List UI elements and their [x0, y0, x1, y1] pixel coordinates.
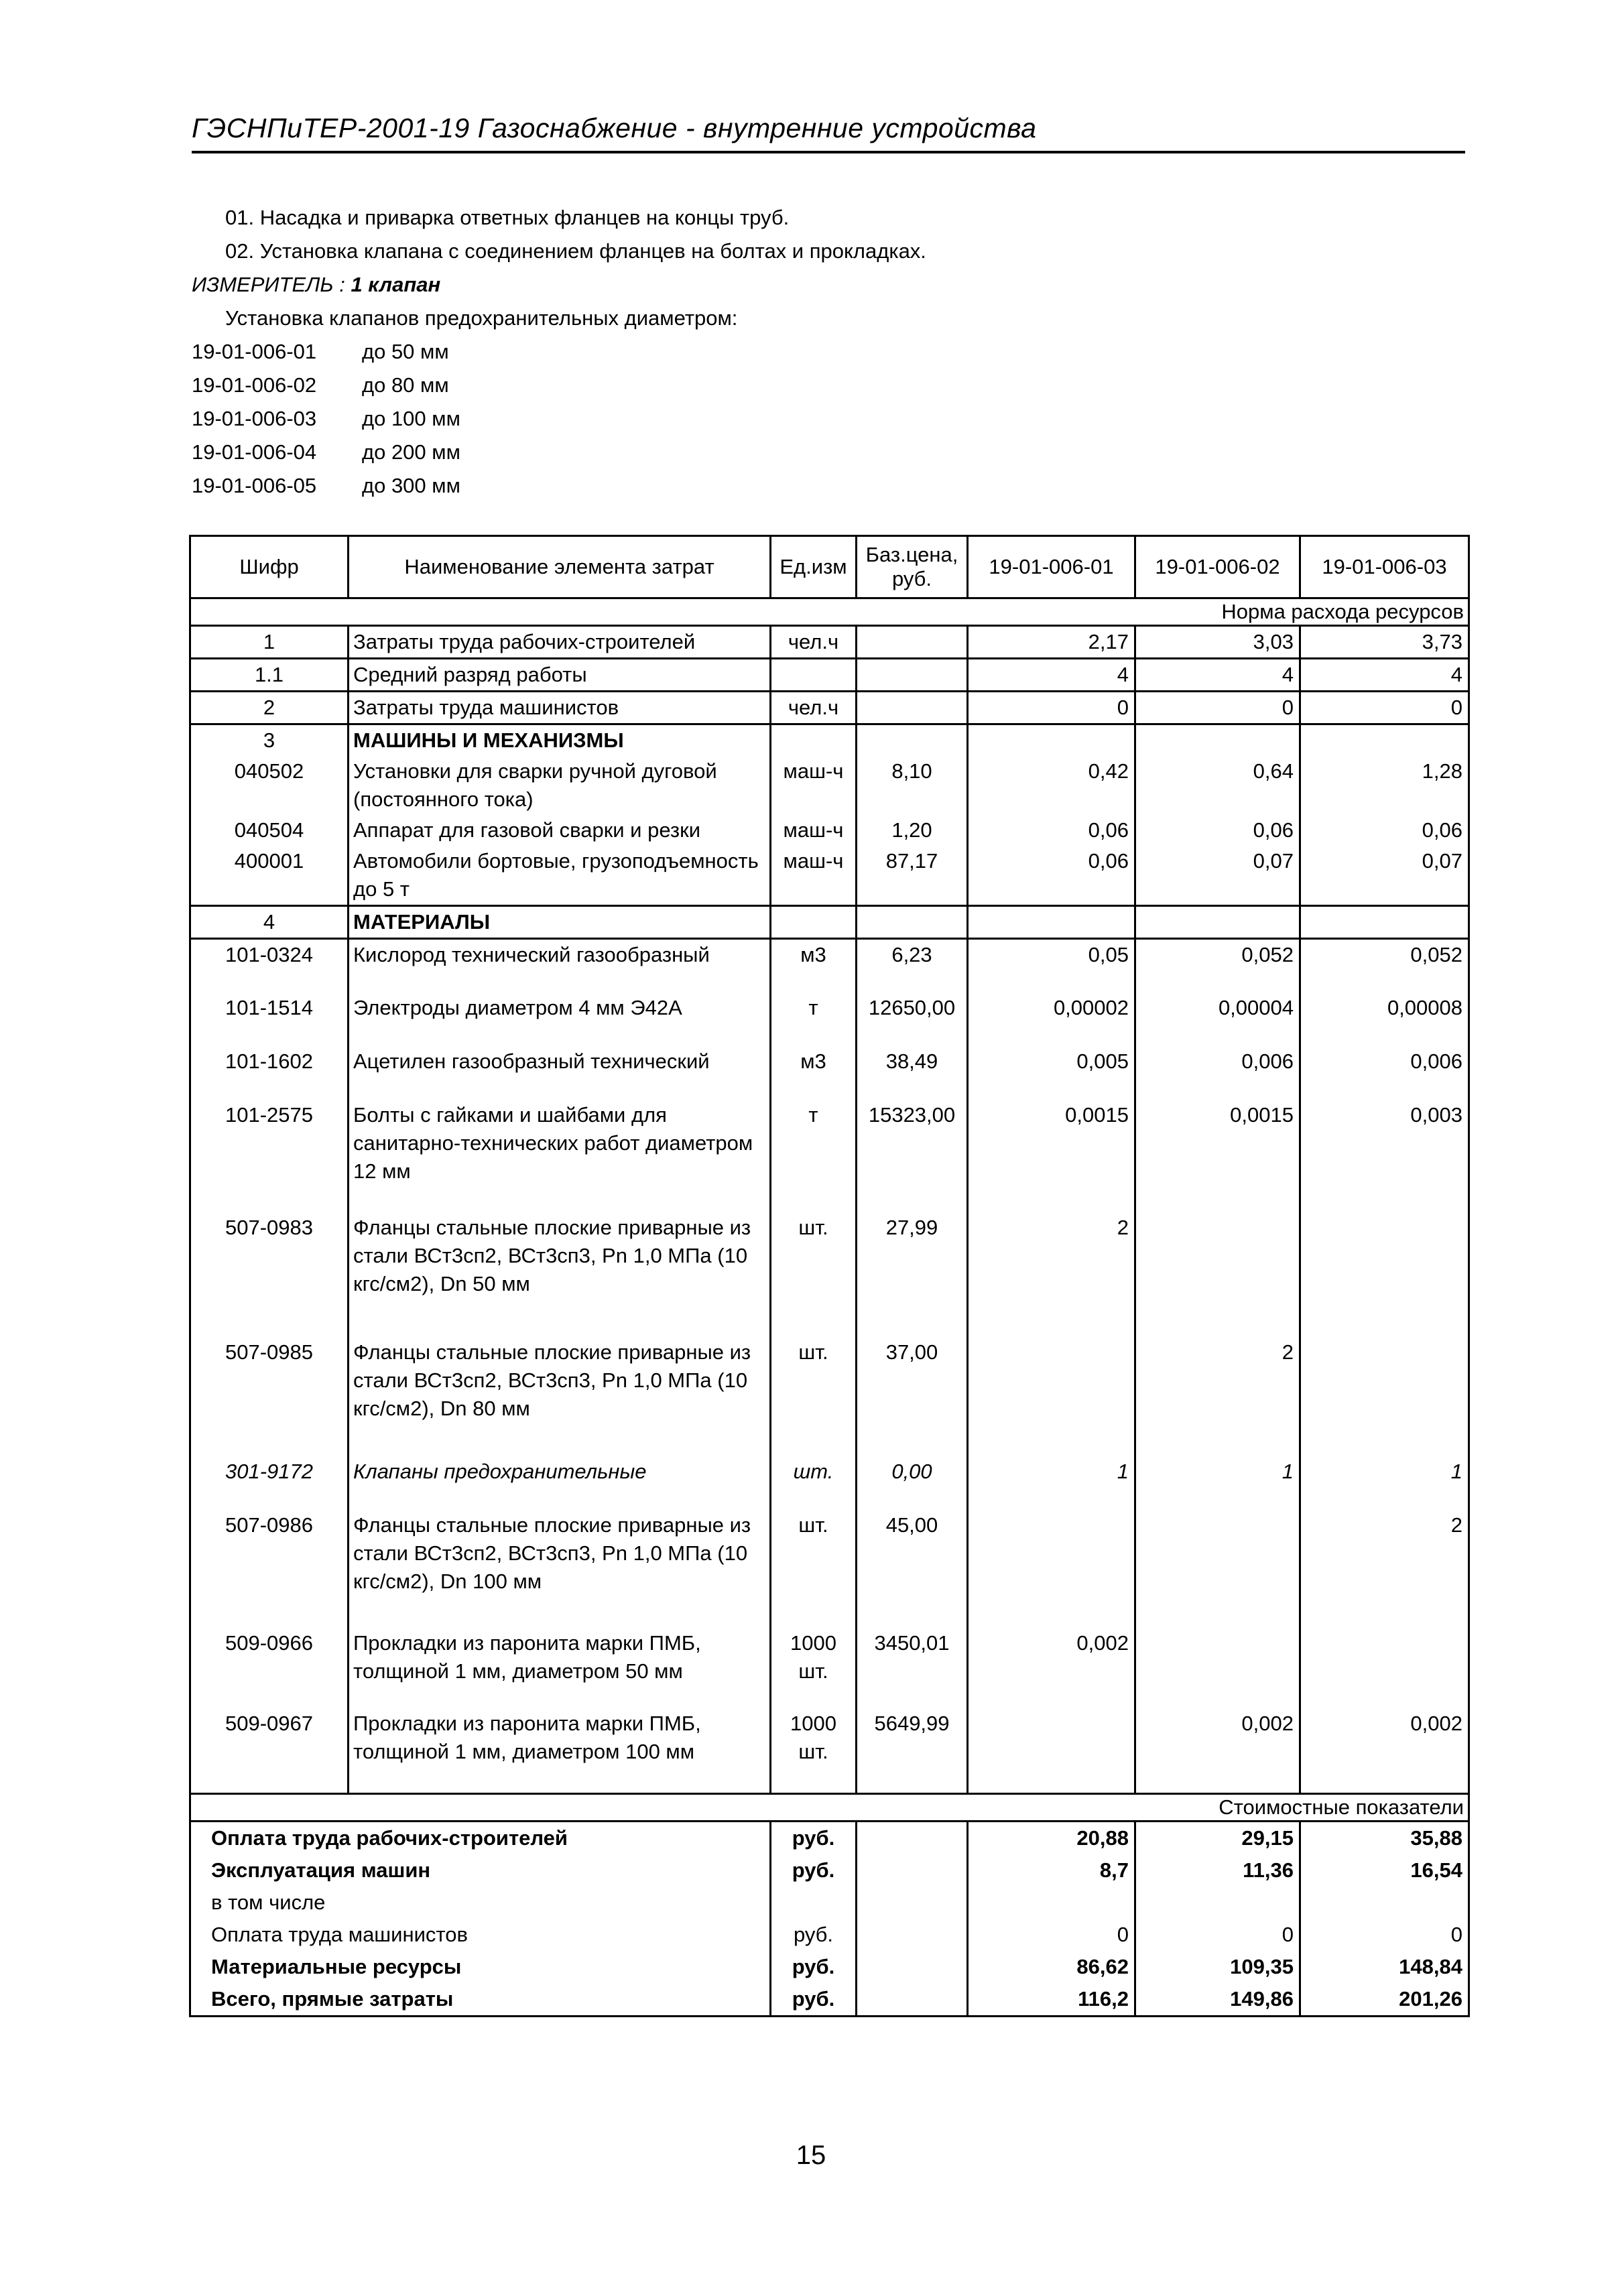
- row-value-2: 0,002: [1135, 1708, 1300, 1794]
- table-row: [190, 846, 1469, 906]
- row-name: Прокладки из паронита марки ПМБ, толщиной 1 мм, диаметром 100 мм: [349, 1708, 771, 1794]
- summary-value-1: 116,2: [968, 1983, 1135, 2017]
- table-row: [190, 724, 1469, 757]
- work-step: 02. Установка клапана с соединением фланцев на болтах и прокладках.: [225, 239, 926, 263]
- table-header-row: [190, 536, 1469, 598]
- summary-value-3: 16,54: [1300, 1854, 1469, 1887]
- summary-unit: руб.: [771, 1919, 857, 1951]
- row-name: Болты с гайками и шайбами для санитарно-технических работ диаметром 12 мм: [349, 1100, 771, 1212]
- row-value-1: 0,05: [968, 939, 1135, 993]
- header-col-1: 19-01-006-01: [968, 536, 1135, 598]
- summary-row: [190, 1822, 1469, 1855]
- summary-label: Материальные ресурсы: [190, 1951, 771, 1983]
- row-value-3: [1300, 1628, 1469, 1708]
- meter-label: ИЗМЕРИТЕЛЬ :: [192, 273, 345, 296]
- row-code: 3: [190, 724, 349, 757]
- table-row: [190, 1212, 1469, 1337]
- row-code: 507-0983: [190, 1212, 349, 1337]
- row-value-1: 0,00002: [968, 993, 1135, 1046]
- row-code: 1.1: [190, 659, 349, 692]
- row-unit: маш-ч: [771, 815, 857, 846]
- meter-line: [192, 268, 1331, 302]
- row-unit: шт.: [771, 1337, 857, 1456]
- row-value-2: 0,07: [1135, 846, 1300, 906]
- header-unit: Ед.изм: [771, 536, 857, 598]
- row-value-2: [1135, 906, 1300, 939]
- code-item: [192, 402, 1331, 436]
- summary-value-1: 0: [968, 1919, 1135, 1951]
- row-unit: шт.: [771, 1510, 857, 1628]
- section-cost-row: [190, 1794, 1469, 1822]
- row-value-2: 0: [1135, 692, 1300, 724]
- row-name: Электроды диаметром 4 мм Э42А: [349, 993, 771, 1046]
- code-id: 19-01-006-05: [192, 474, 317, 497]
- row-value-1: 1: [968, 1456, 1135, 1510]
- table-row: [190, 626, 1469, 659]
- row-value-3: 1: [1300, 1456, 1469, 1510]
- row-code: 507-0985: [190, 1337, 349, 1456]
- row-price: [857, 692, 968, 724]
- table-row: [190, 1046, 1469, 1100]
- code-text: до 50 мм: [362, 340, 449, 363]
- summary-value-3: [1300, 1887, 1469, 1919]
- summary-label: Оплата труда рабочих-строителей: [190, 1822, 771, 1855]
- summary-unit: руб.: [771, 1854, 857, 1887]
- summary-row: [190, 1983, 1469, 2017]
- table-row: [190, 993, 1469, 1046]
- row-price: 12650,00: [857, 993, 968, 1046]
- row-unit: шт.: [771, 1212, 857, 1337]
- row-price: 15323,00: [857, 1100, 968, 1212]
- row-value-2: 1: [1135, 1456, 1300, 1510]
- summary-price-empty: [857, 1919, 968, 1951]
- row-unit: чел.ч: [771, 626, 857, 659]
- row-value-2: 0,64: [1135, 756, 1300, 815]
- row-unit: [771, 659, 857, 692]
- row-value-1: [968, 724, 1135, 757]
- row-price: 1,20: [857, 815, 968, 846]
- row-value-1: [968, 1337, 1135, 1456]
- row-value-3: 0,07: [1300, 846, 1469, 906]
- row-value-3: 2: [1300, 1510, 1469, 1628]
- page-number: 15: [796, 2141, 826, 2170]
- row-value-2: 0,006: [1135, 1046, 1300, 1100]
- summary-value-2: 0: [1135, 1919, 1300, 1951]
- summary-value-3: 148,84: [1300, 1951, 1469, 1983]
- row-price: [857, 626, 968, 659]
- summary-price-empty: [857, 1887, 968, 1919]
- summary-value-3: 0: [1300, 1919, 1469, 1951]
- row-value-3: [1300, 724, 1469, 757]
- row-unit: [771, 724, 857, 757]
- code-id: 19-01-006-04: [192, 440, 317, 464]
- summary-label: Эксплуатация машин: [190, 1854, 771, 1887]
- resource-table: [189, 535, 1470, 2017]
- row-value-3: 0,06: [1300, 815, 1469, 846]
- row-code: 2: [190, 692, 349, 724]
- row-name: Фланцы стальные плоские приварные из стали ВСт3сп2, ВСт3сп3, Рn 1,0 МПа (10 кгс/см2), Dn 80 мм: [349, 1337, 771, 1456]
- summary-unit: руб.: [771, 1951, 857, 1983]
- table-row: [190, 815, 1469, 846]
- row-value-2: 0,00004: [1135, 993, 1300, 1046]
- row-value-2: 0,052: [1135, 939, 1300, 993]
- row-price: 37,00: [857, 1337, 968, 1456]
- row-value-3: 0,00008: [1300, 993, 1469, 1046]
- table-row: [190, 1708, 1469, 1794]
- row-value-1: 0,06: [968, 846, 1135, 906]
- summary-value-2: 109,35: [1135, 1951, 1300, 1983]
- header-rule: [192, 151, 1465, 153]
- resource-rows: [190, 626, 1469, 1794]
- row-value-2: 0,06: [1135, 815, 1300, 846]
- row-unit: м3: [771, 939, 857, 993]
- row-code: 301-9172: [190, 1456, 349, 1510]
- row-value-3: [1300, 1337, 1469, 1456]
- row-unit: т: [771, 993, 857, 1046]
- row-code: 101-0324: [190, 939, 349, 993]
- row-value-1: 0,06: [968, 815, 1135, 846]
- summary-price-empty: [857, 1854, 968, 1887]
- row-code: 040504: [190, 815, 349, 846]
- row-value-1: 0,005: [968, 1046, 1135, 1100]
- row-code: 400001: [190, 846, 349, 906]
- row-price: 8,10: [857, 756, 968, 815]
- row-name: МАТЕРИАЛЫ: [349, 906, 771, 939]
- row-name: Средний разряд работы: [349, 659, 771, 692]
- summary-unit: [771, 1887, 857, 1919]
- table-row: [190, 1100, 1469, 1212]
- row-unit: чел.ч: [771, 692, 857, 724]
- summary-row: [190, 1951, 1469, 1983]
- summary-value-1: [968, 1887, 1135, 1919]
- summary-price-empty: [857, 1951, 968, 1983]
- summary-price-empty: [857, 1822, 968, 1855]
- row-name: МАШИНЫ И МЕХАНИЗМЫ: [349, 724, 771, 757]
- code-item: [192, 469, 1331, 503]
- header-col-3: 19-01-006-03: [1300, 536, 1469, 598]
- table-row: [190, 1510, 1469, 1628]
- code-id: 19-01-006-03: [192, 407, 317, 430]
- summary-row: [190, 1854, 1469, 1887]
- row-value-1: 0,0015: [968, 1100, 1135, 1212]
- row-price: [857, 724, 968, 757]
- row-price: [857, 659, 968, 692]
- row-price: 3450,01: [857, 1628, 968, 1708]
- row-price: 27,99: [857, 1212, 968, 1337]
- row-value-3: 1,28: [1300, 756, 1469, 815]
- row-code: 509-0967: [190, 1708, 349, 1794]
- row-price: 0,00: [857, 1456, 968, 1510]
- row-value-1: 0,002: [968, 1628, 1135, 1708]
- row-unit: т: [771, 1100, 857, 1212]
- row-price: 45,00: [857, 1510, 968, 1628]
- row-value-1: 0: [968, 692, 1135, 724]
- row-name: Клапаны предохранительные: [349, 1456, 771, 1510]
- section-norm-label: Норма расхода ресурсов: [190, 598, 1469, 626]
- code-id: 19-01-006-02: [192, 373, 317, 397]
- row-value-1: [968, 1510, 1135, 1628]
- row-value-3: 0,052: [1300, 939, 1469, 993]
- row-code: 1: [190, 626, 349, 659]
- summary-value-1: 20,88: [968, 1822, 1135, 1855]
- summary-row: [190, 1887, 1469, 1919]
- table-row: [190, 1456, 1469, 1510]
- row-price: 87,17: [857, 846, 968, 906]
- summary-label: в том числе: [190, 1887, 771, 1919]
- row-value-1: 2: [968, 1212, 1135, 1337]
- row-value-1: 0,42: [968, 756, 1135, 815]
- row-value-2: 3,03: [1135, 626, 1300, 659]
- summary-value-1: 86,62: [968, 1951, 1135, 1983]
- row-price: [857, 906, 968, 939]
- intro-section: [192, 201, 1331, 503]
- code-id: 19-01-006-01: [192, 340, 317, 363]
- row-value-3: 0,006: [1300, 1046, 1469, 1100]
- summary-value-3: 201,26: [1300, 1983, 1469, 2017]
- summary-label: Оплата труда машинистов: [190, 1919, 771, 1951]
- row-code: 101-2575: [190, 1100, 349, 1212]
- row-value-2: 0,0015: [1135, 1100, 1300, 1212]
- row-code: 507-0986: [190, 1510, 349, 1628]
- work-step: 01. Насадка и приварка ответных фланцев на концы труб.: [225, 206, 790, 229]
- summary-value-3: 35,88: [1300, 1822, 1469, 1855]
- document-header-title: ГЭСНПиТЕР-2001-19 Газоснабжение - внутренние устройства: [192, 113, 1037, 143]
- row-value-3: 0,002: [1300, 1708, 1469, 1794]
- row-code: 040502: [190, 756, 349, 815]
- summary-value-2: 149,86: [1135, 1983, 1300, 2017]
- table-row: [190, 939, 1469, 993]
- row-unit: м3: [771, 1046, 857, 1100]
- row-name: Фланцы стальные плоские приварные из стали ВСт3сп2, ВСт3сп3, Рn 1,0 МПа (10 кгс/см2), Dn 50 мм: [349, 1212, 771, 1337]
- row-name: Аппарат для газовой сварки и резки: [349, 815, 771, 846]
- code-item: [192, 335, 1331, 369]
- header-name: Наименование элемента затрат: [349, 536, 771, 598]
- row-value-3: 3,73: [1300, 626, 1469, 659]
- row-name: Фланцы стальные плоские приварные из стали ВСт3сп2, ВСт3сп3, Рn 1,0 МПа (10 кгс/см2), Dn 100 мм: [349, 1510, 771, 1628]
- summary-value-2: 29,15: [1135, 1822, 1300, 1855]
- section-cost-label: Стоимостные показатели: [190, 1794, 1469, 1822]
- row-unit: маш-ч: [771, 846, 857, 906]
- summary-value-1: 8,7: [968, 1854, 1135, 1887]
- table-row: [190, 756, 1469, 815]
- row-unit: 1000 шт.: [771, 1708, 857, 1794]
- row-value-3: [1300, 1212, 1469, 1337]
- row-price: 6,23: [857, 939, 968, 993]
- header-price: Баз.цена, руб.: [857, 536, 968, 598]
- row-name: Установки для сварки ручной дуговой (постоянного тока): [349, 756, 771, 815]
- row-value-1: [968, 906, 1135, 939]
- row-name: Затраты труда машинистов: [349, 692, 771, 724]
- codes-subhead: Установка клапанов предохранительных диаметром:: [225, 306, 738, 330]
- code-item: [192, 369, 1331, 402]
- row-value-1: 2,17: [968, 626, 1135, 659]
- header-col-2: 19-01-006-02: [1135, 536, 1300, 598]
- header-code: Шифр: [190, 536, 349, 598]
- row-code: 101-1514: [190, 993, 349, 1046]
- row-name: Автомобили бортовые, грузоподъемность до 5 т: [349, 846, 771, 906]
- row-unit: 1000 шт.: [771, 1628, 857, 1708]
- row-unit: шт.: [771, 1456, 857, 1510]
- summary-row: [190, 1919, 1469, 1951]
- row-value-3: 0,003: [1300, 1100, 1469, 1212]
- table-row: [190, 1628, 1469, 1708]
- row-unit: [771, 906, 857, 939]
- row-price: 38,49: [857, 1046, 968, 1100]
- table-row: [190, 659, 1469, 692]
- row-code: 4: [190, 906, 349, 939]
- summary-unit: руб.: [771, 1822, 857, 1855]
- row-value-3: 4: [1300, 659, 1469, 692]
- summary-label: Всего, прямые затраты: [190, 1983, 771, 2017]
- row-name: Ацетилен газообразный технический: [349, 1046, 771, 1100]
- row-unit: маш-ч: [771, 756, 857, 815]
- row-value-2: [1135, 724, 1300, 757]
- code-text: до 80 мм: [362, 373, 449, 397]
- table-row: [190, 906, 1469, 939]
- summary-rows: [190, 1822, 1469, 2017]
- table-row: [190, 1337, 1469, 1456]
- resource-table-container: [189, 535, 1468, 2017]
- row-name: Прокладки из паронита марки ПМБ, толщиной 1 мм, диаметром 50 мм: [349, 1628, 771, 1708]
- summary-value-2: [1135, 1887, 1300, 1919]
- summary-price-empty: [857, 1983, 968, 2017]
- row-value-1: 4: [968, 659, 1135, 692]
- section-norm-row: [190, 598, 1469, 626]
- summary-unit: руб.: [771, 1983, 857, 2017]
- code-item: [192, 436, 1331, 469]
- row-value-1: [968, 1708, 1135, 1794]
- code-text: до 300 мм: [362, 474, 460, 497]
- code-text: до 200 мм: [362, 440, 460, 464]
- summary-value-2: 11,36: [1135, 1854, 1300, 1887]
- row-value-2: [1135, 1510, 1300, 1628]
- row-value-3: 0: [1300, 692, 1469, 724]
- table-row: [190, 692, 1469, 724]
- row-value-2: [1135, 1628, 1300, 1708]
- row-name: Кислород технический газообразный: [349, 939, 771, 993]
- row-value-3: [1300, 906, 1469, 939]
- row-name: Затраты труда рабочих-строителей: [349, 626, 771, 659]
- row-value-2: 2: [1135, 1337, 1300, 1456]
- meter-value: 1 клапан: [351, 273, 441, 296]
- code-text: до 100 мм: [362, 407, 460, 430]
- row-value-2: 4: [1135, 659, 1300, 692]
- row-price: 5649,99: [857, 1708, 968, 1794]
- row-code: 509-0966: [190, 1628, 349, 1708]
- row-code: 101-1602: [190, 1046, 349, 1100]
- row-value-2: [1135, 1212, 1300, 1337]
